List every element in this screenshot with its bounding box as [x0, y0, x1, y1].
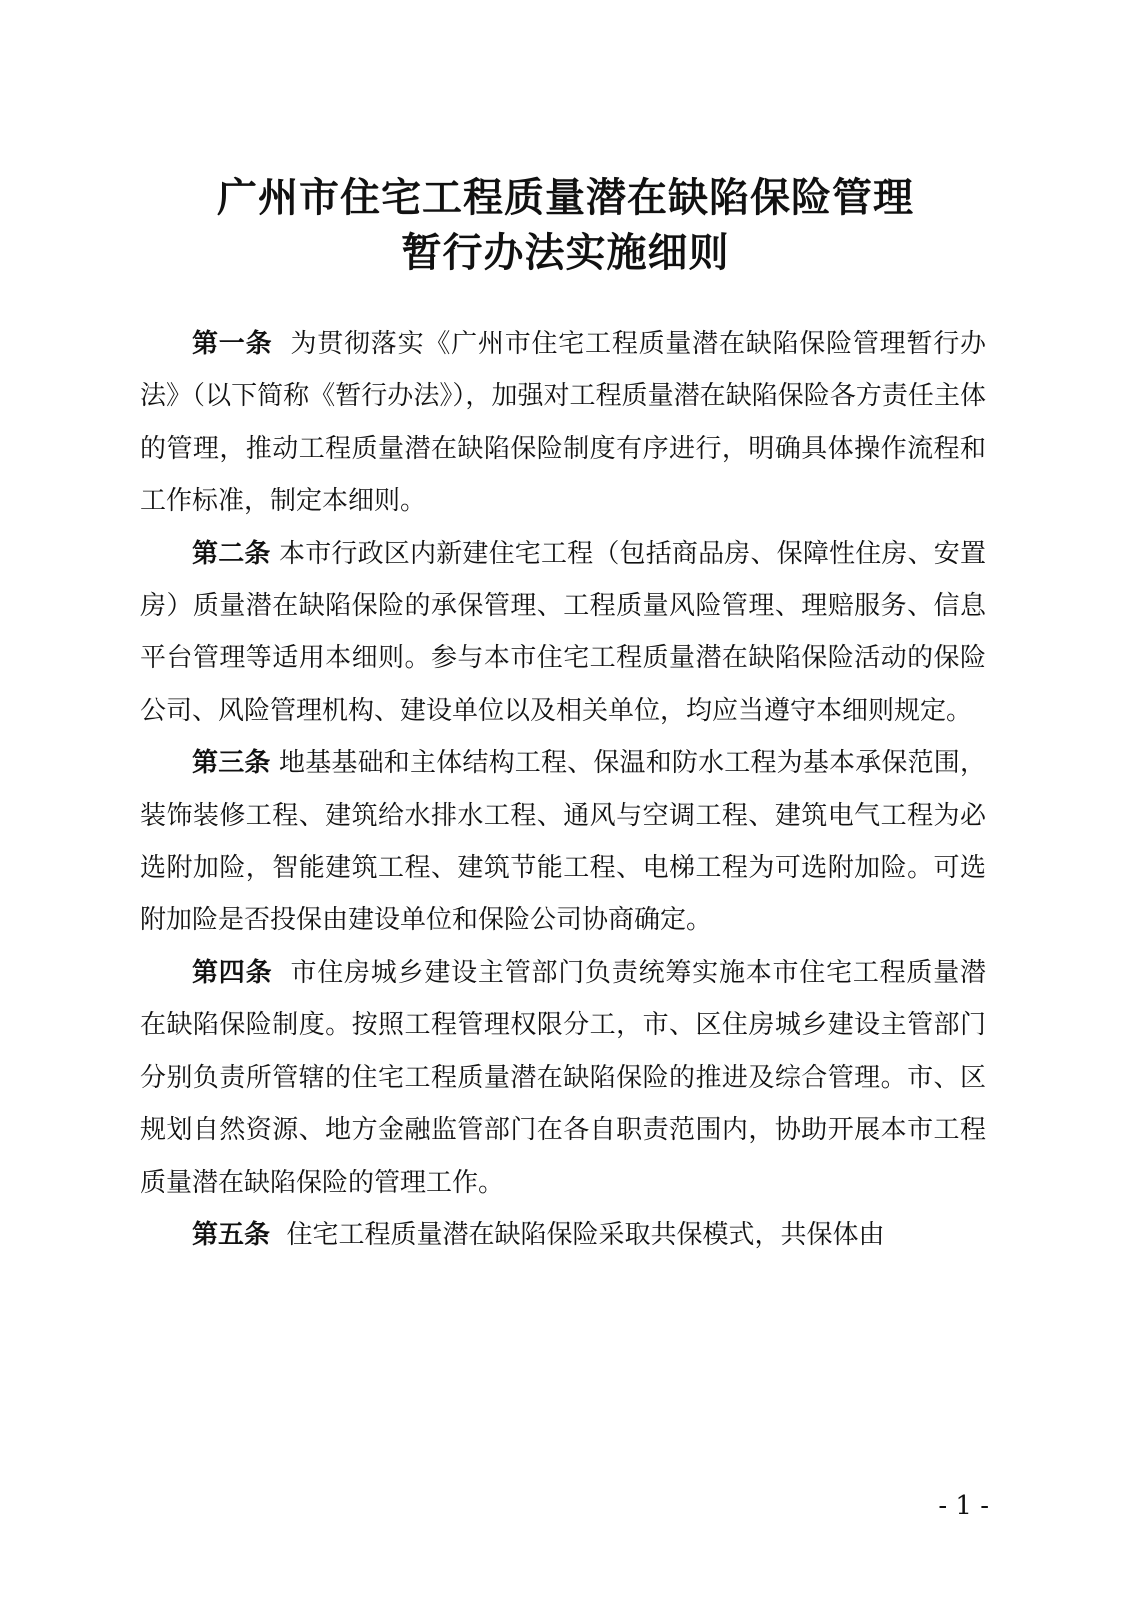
article-text: 住宅工程质量潜在缺陷保险采取共保模式，共保体由 [286, 1219, 885, 1250]
article-text: 市住房城乡建设主管部门负责统筹实施本市住宅工程质量潜在缺陷保险制度。按照工程管理权限分工，市、区住房城乡建设主管部门分别负责所管辖的住宅工程质量潜在缺陷保险的推进及综合管理。市、区规划自然资源、地方金融监管部门在各自职责范围内，协助开展本市工程质量潜在缺陷保险的管理工作。 [140, 957, 986, 1198]
article-number: 第四条 [192, 957, 273, 988]
document-title-line-1: 广州市住宅工程质量潜在缺陷保险管理 [217, 175, 914, 221]
article-number: 第一条 [192, 329, 273, 359]
article-number: 第五条 [192, 1219, 271, 1250]
article-3 [140, 737, 986, 947]
article-text: 本市行政区内新建住宅工程（包括商品房、保障性住房、安置房）质量潜在缺陷保险的承保管理、工程质量风险管理、理赔服务、信息平台管理等适用本细则。参与本市住宅工程质量潜在缺陷保险活动的保险公司、风险管理机构、建设单位以及相关单位，均应当遵守本细则规定。 [140, 538, 986, 726]
article-4 [140, 947, 986, 1209]
article-2 [140, 528, 986, 738]
document-title-line-2: 暂行办法实施细则 [401, 230, 730, 276]
article-number: 第三条 [192, 748, 271, 779]
page-number: - 1 - [938, 1491, 989, 1521]
document-body [140, 318, 986, 1261]
article-1 [140, 318, 986, 528]
article-5 [140, 1209, 986, 1261]
article-text: 地基基础和主体结构工程、保温和防水工程为基本承保范围，装饰装修工程、建筑给水排水工程、通风与空调工程、建筑电气工程为必选附加险，智能建筑工程、建筑节能工程、电梯工程为可选附加险。可选附加险是否投保由建设单位和保险公司协商确定。 [140, 748, 986, 936]
article-number: 第二条 [192, 538, 271, 569]
article-text: 为贯彻落实《广州市住宅工程质量潜在缺陷保险管理暂行办法》（以下简称《暂行办法》），加强对工程质量潜在缺陷保险各方责任主体的管理，推动工程质量潜在缺陷保险制度有序进行，明确具体操作流程和工作标准，制定本细则。 [140, 329, 986, 517]
